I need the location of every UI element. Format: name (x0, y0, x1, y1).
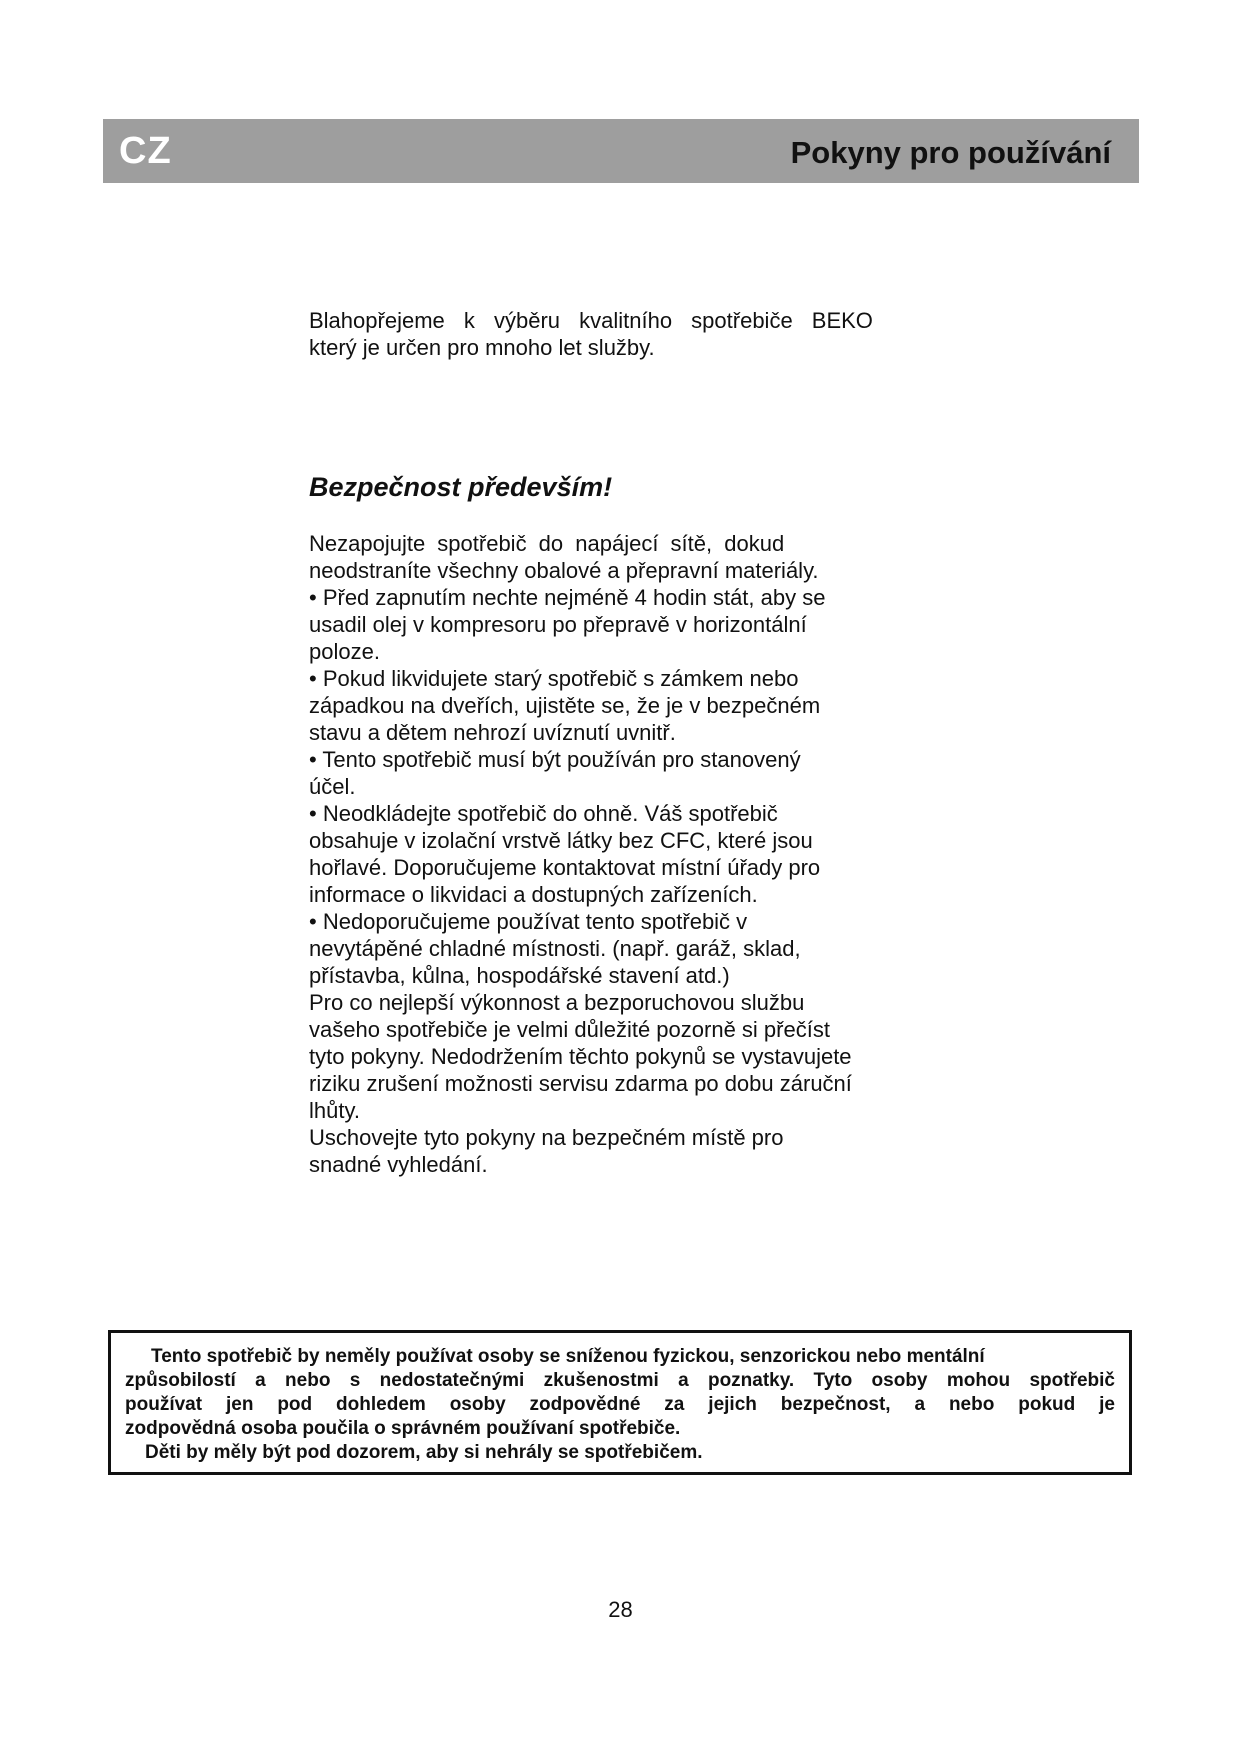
safety-line: účel. (309, 774, 356, 799)
safety-line: • Před zapnutím nechte nejméně 4 hodin stát, aby se (309, 585, 826, 610)
warning-box (108, 1330, 1132, 1475)
intro-paragraph (309, 307, 899, 361)
safety-line: • Tento spotřebič musí být používán pro stanovený (309, 747, 801, 772)
safety-line: • Nedoporučujeme používat tento spotřebič v (309, 909, 748, 934)
safety-line: poloze. (309, 639, 380, 664)
intro-line: který je určen pro mnoho let služby. (309, 335, 655, 360)
safety-line: nevytápěné chladné místnosti. (např. garáž, sklad, (309, 936, 801, 961)
warning-line: způsobilostí a nebo s nedostatečnými zkušenostmi a poznatky. Tyto osoby mohou spotřebič (125, 1370, 1115, 1391)
safety-line: usadil olej v kompresoru po přepravě v horizontální (309, 612, 807, 637)
safety-line: vašeho spotřebiče je velmi důležité pozorně si přečíst (309, 1017, 830, 1042)
warning-line: Tento spotřebič by neměly používat osoby se sníženou fyzickou, senzorickou nebo mentální (151, 1346, 985, 1367)
safety-line: • Neodkládejte spotřebič do ohně. Váš spotřebič (309, 801, 778, 826)
warning-line: Děti by měly být pod dozorem, aby si nehrály se spotřebičem. (145, 1442, 703, 1463)
page-title: Pokyny pro používání (790, 135, 1111, 170)
safety-line: stavu a dětem nehrozí uvíznutí uvnitř. (309, 720, 676, 745)
safety-line: • Pokud likvidujete starý spotřebič s zámkem nebo (309, 666, 799, 691)
safety-line: snadné vyhledání. (309, 1152, 488, 1177)
safety-instructions (309, 530, 909, 1178)
warning-line: používat jen pod dohledem osoby zodpovědné za jejich bezpečnost, a nebo pokud je (125, 1394, 1115, 1415)
safety-line: obsahuje v izolační vrstvě látky bez CFC, které jsou (309, 828, 813, 853)
intro-line: Blahopřejeme k výběru kvalitního spotřebiče BEKO (309, 308, 873, 333)
safety-line: informace o likvidaci a dostupných zařízeních. (309, 882, 758, 907)
safety-line: lhůty. (309, 1098, 360, 1123)
safety-line: riziku zrušení možnosti servisu zdarma po dobu záruční (309, 1071, 852, 1096)
safety-line: tyto pokyny. Nedodržením těchto pokynů se vystavujete (309, 1044, 852, 1069)
page-number: 28 (608, 1597, 633, 1622)
safety-line: západkou na dveřích, ujistěte se, že je v bezpečném (309, 693, 821, 718)
safety-heading: Bezpečnost především! (309, 472, 613, 502)
language-code: CZ (119, 130, 172, 172)
safety-line: neodstraníte všechny obalové a přepravní materiály. (309, 558, 819, 583)
header-bar (103, 119, 1139, 183)
safety-line: Nezapojujte spotřebič do napájecí sítě, dokud (309, 531, 785, 556)
safety-line: přístavba, kůlna, hospodářské stavení atd.) (309, 963, 730, 988)
safety-line: hořlavé. Doporučujeme kontaktovat místní úřady pro (309, 855, 821, 880)
warning-line: zodpovědná osoba poučila o správném používaní spotřebiče. (125, 1418, 681, 1439)
safety-line: Pro co nejlepší výkonnost a bezporuchovou službu (309, 990, 805, 1015)
safety-line: Uschovejte tyto pokyny na bezpečném místě pro (309, 1125, 784, 1150)
